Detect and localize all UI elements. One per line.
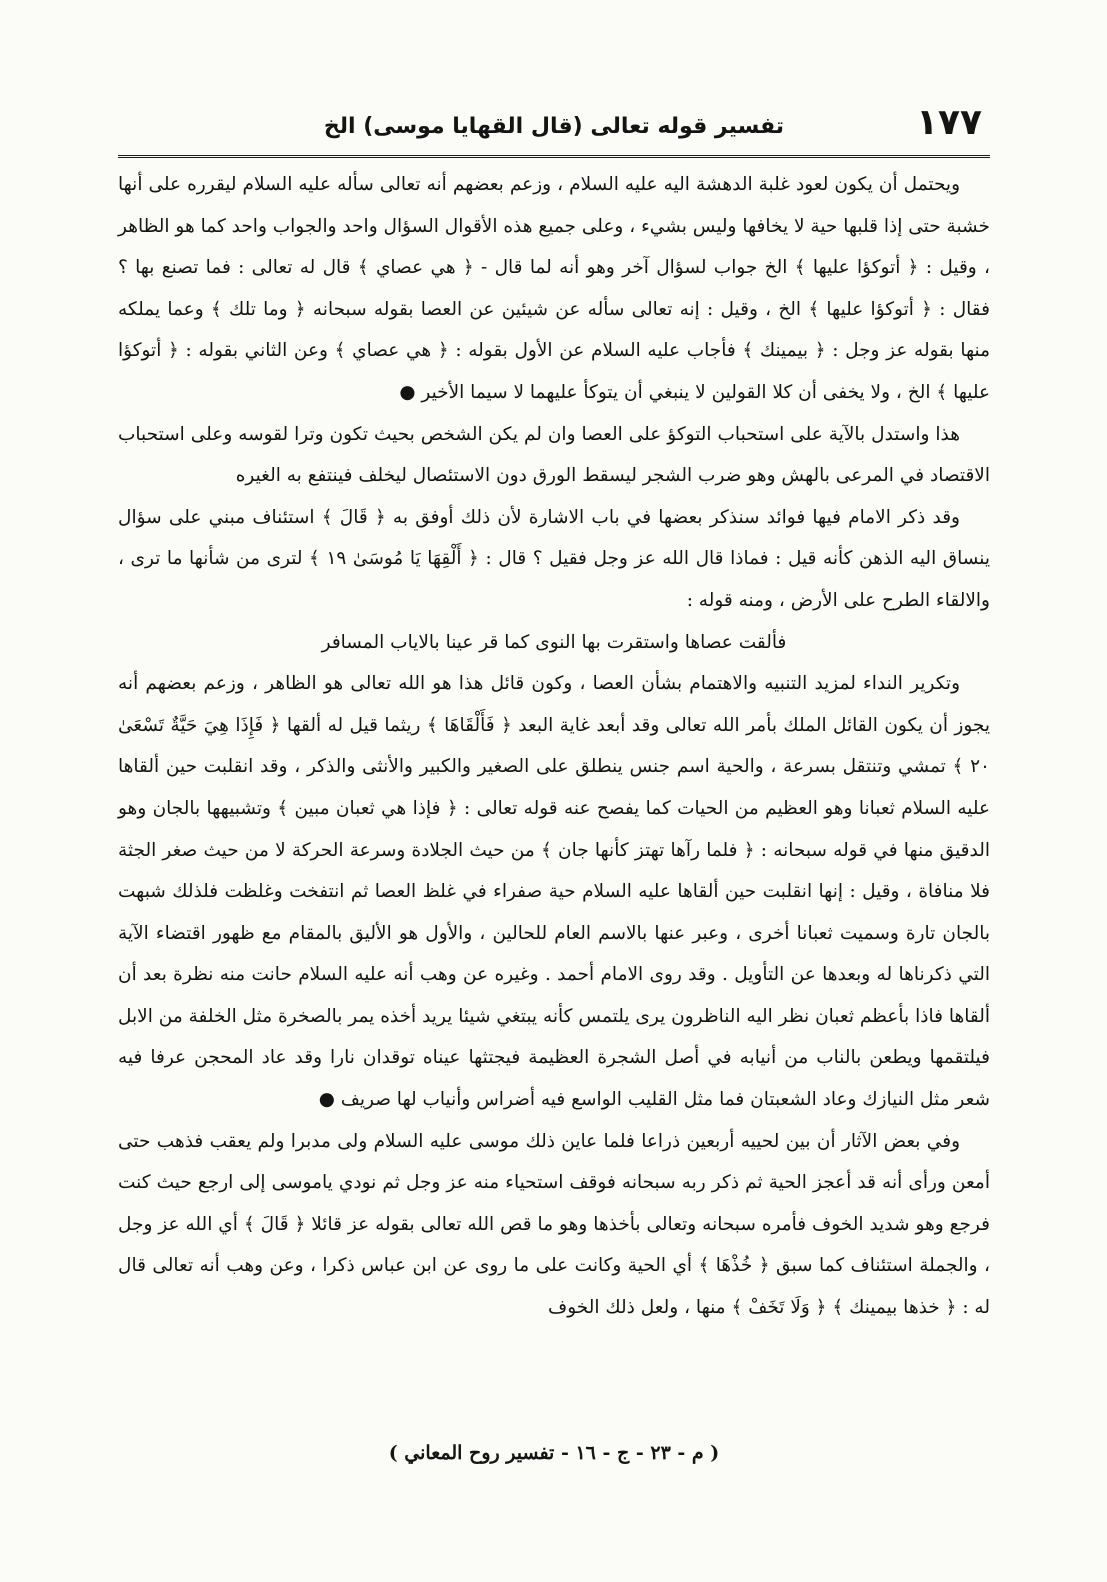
body-text xyxy=(118,164,990,1329)
page-number: ١٧٧ xyxy=(916,102,982,143)
page-footer: ( م - ٢٣ - ج - ١٦ - تفسير روح المعاني ) xyxy=(388,1442,720,1464)
paragraph: ويحتمل أن يكون لعود غلبة الدهشة اليه عليه السلام ، وزعم بعضهم أنه تعالى سأله عليه السلام ليقرره على أنها خشبة حتى إذا قلبها حية لا يخافها وليس بشيء ، وعلى جميع هذه الأقوال السؤال واحد والجواب واحد كما هو الظاهر ، وقيل : ﴿ أتوكؤا عليها ﴾ الخ جواب لسؤال آخر وهو أنه لما قال - ﴿ هي عصاي ﴾ قال له تعالى : فما تصنع بها ؟ فقال : ﴿ أتوكؤا عليها ﴾ الخ ، وقيل : إنه تعالى سأله عن شيئين عن العصا بقوله سبحانه ﴿ وما تلك ﴾ وعما يملكه منها بقوله عز وجل : ﴿ بيمينك ﴾ فأجاب عليه السلام عن الأول بقوله : ﴿ هي عصاي ﴾ وعن الثاني بقوله : ﴿ أتوكؤا عليها ﴾ الخ ، ولا يخفى أن كلا القولين لا ينبغي أن يتوكأ عليهما لا سيما الأخير ● xyxy=(118,174,990,403)
header-rule xyxy=(118,155,990,158)
poetry-verse: فألقت عصاها واستقرت بها النوى كما قر عينا بالاياب المسافر xyxy=(321,631,787,653)
paragraph: وقد ذكر الامام فيها فوائد سنذكر بعضها في باب الاشارة لأن ذلك أوفق به ﴿ قَالَ ﴾ استئناف مبني على سؤال ينساق اليه الذهن كأنه قيل : فماذا قال الله عز وجل فقيل ؟ قال : ﴿ أَلْقِهَا يَا مُوسَىٰ ١٩ ﴾ لترى من شأنها ما ترى ، والالقاء الطرح على الأرض ، ومنه قوله : xyxy=(118,506,990,611)
paragraph: وتكرير النداء لمزيد التنبيه والاهتمام بشأن العصا ، وكون قائل هذا هو الله تعالى هو الظاهر ، وزعم بعضهم أنه يجوز أن يكون القائل الملك بأمر الله تعالى وقد أبعد غاية البعد ﴿ فَأَلْقَاهَا ﴾ ريثما قيل له ألقها ﴿ فَإِذَا هِيَ حَيَّةٌ تَسْعَىٰ ٢٠ ﴾ تمشي وتنتقل بسرعة ، والحية اسم جنس ينطلق على الصغير والكبير والأنثى والذكر ، وقد انقلبت حين ألقاها عليه السلام ثعبانا وهو العظيم من الحيات كما يفصح عنه قوله تعالى : ﴿ فإذا هي ثعبان مبين ﴾ وتشبيهها بالجان وهو الدقيق منها في قوله سبحانه : ﴿ فلما رآها تهتز كأنها جان ﴾ من حيث الجلادة وسرعة الحركة لا من حيث صغر الجثة فلا منافاة ، وقيل : إنها انقلبت حين ألقاها عليه السلام حية صفراء في غلظ العصا ثم انتفخت وغلظت فلذلك شبهت بالجان تارة وسميت ثعبانا أخرى ، وعبر عنها بالاسم العام للحالين ، والأول هو الأليق بالمقام مع ظهور اقتضاء الآية التي ذكرناها له وبعدها عن التأويل . وقد روى الامام أحمد . وغيره عن وهب أنه عليه السلام حانت منه نظرة بعد أن ألقاها فاذا بأعظم ثعبان نظر اليه الناظرون يرى يلتمس كأنه يبتغي شيئا يريد أخذه يمر بالصخرة مثل الخلفة من الابل فيلتقمها ويطعن بالناب من أنيابه في أصل الشجرة العظيمة فيجتثها عيناه توقدان نارا وقد عاد المحجن عرفا فيه شعر مثل النيازك وعاد الشعبتان فما مثل القليب الواسع فيه أضراس وأنياب لها صريف ● xyxy=(118,673,990,1111)
page-header xyxy=(118,100,990,156)
book-page xyxy=(118,100,990,1490)
paragraph: هذا واستدل بالآية على استحباب التوكؤ على العصا وان لم يكن الشخص بحيث تكون وترا لقوسه وعلى استحباب الاقتصاد في المرعى بالهش وهو ضرب الشجر ليسقط الورق دون الاستئصال ليخلف فينتفع به الغيره xyxy=(118,423,990,487)
running-title: تفسير قوله تعالى (قال القهايا موسى) الخ xyxy=(323,114,785,139)
paragraph: وفي بعض الآثار أن بين لحييه أربعين ذراعا فلما عاين ذلك موسى عليه السلام ولى مدبرا ولم يعقب فذهب حتى أمعن ورأى أنه قد أعجز الحية ثم ذكر ربه سبحانه فوقف استحياء منه عز وجل ثم نودي ياموسى إلى ارجع حيث كنت فرجع وهو شديد الخوف فأمره سبحانه وتعالى بأخذها وهو ما قص الله تعالى بقوله عز قائلا ﴿ قَالَ ﴾ أي الله عز وجل ، والجملة استئناف كما سبق ﴿ خُذْهَا ﴾ أي الحية وكانت على ما روى عن ابن عباس ذكرا ، وعن وهب أنه تعالى قال له : ﴿ خذها بيمينك ﴾ ﴿ وَلَا تَخَفْ ﴾ منها ، ولعل ذلك الخوف xyxy=(118,1130,990,1319)
